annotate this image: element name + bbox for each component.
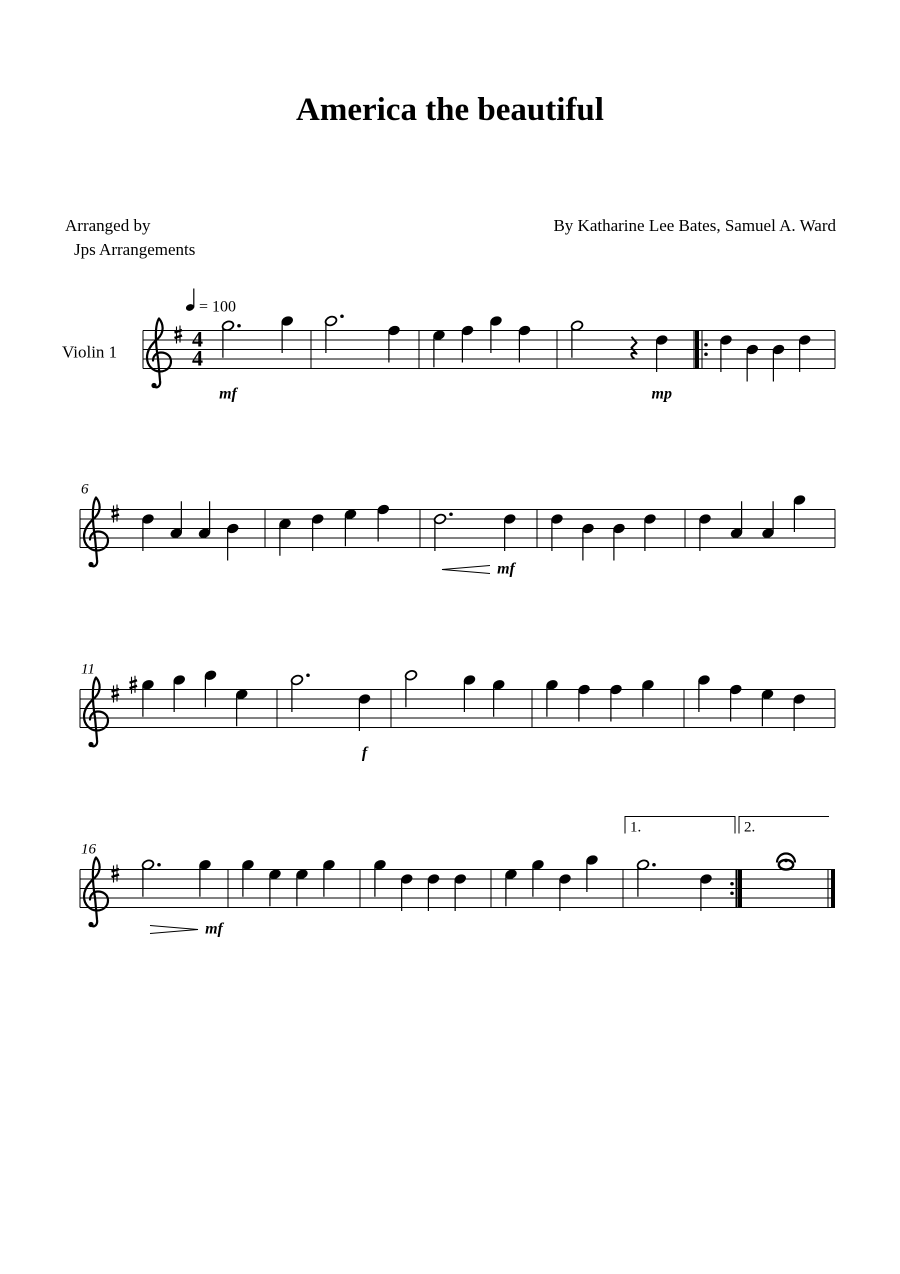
repeat-start-barline bbox=[695, 331, 699, 369]
treble-clef-icon bbox=[84, 678, 108, 748]
decrescendo-hairpin bbox=[150, 926, 198, 934]
measure-number: 16 bbox=[81, 841, 96, 858]
dynamic-marking: mf bbox=[205, 920, 223, 938]
measure-number: 11 bbox=[81, 661, 95, 678]
composer-credit: By Katharine Lee Bates, Samuel A. Ward bbox=[553, 216, 836, 235]
volta-bracket bbox=[625, 817, 735, 834]
repeat-dot bbox=[704, 352, 708, 356]
key-signature-sharp-icon bbox=[112, 509, 120, 517]
arranger-name: Jps Arrangements bbox=[74, 240, 196, 259]
dynamic-marking: mf bbox=[497, 560, 515, 578]
repeat-end-barline bbox=[738, 870, 742, 908]
tempo-marking: = 100 bbox=[199, 298, 237, 316]
augmentation-dot bbox=[340, 314, 344, 318]
repeat-dot bbox=[730, 891, 734, 895]
volta-label: 2. bbox=[744, 819, 756, 836]
final-barline bbox=[831, 870, 835, 908]
augmentation-dot bbox=[449, 512, 453, 516]
volta-label: 1. bbox=[630, 819, 642, 836]
key-signature-sharp-icon bbox=[177, 326, 181, 344]
treble-clef-icon bbox=[84, 858, 108, 928]
augmentation-dot bbox=[306, 673, 310, 677]
fermata-icon bbox=[784, 859, 788, 863]
accidental-sharp-icon bbox=[132, 676, 136, 694]
arranger-label: Arranged by bbox=[65, 216, 151, 235]
time-signature-top: 4 bbox=[192, 326, 203, 352]
augmentation-dot bbox=[652, 863, 656, 867]
time-signature-bottom: 4 bbox=[192, 345, 203, 371]
dynamic-marking: f bbox=[361, 744, 368, 762]
key-signature-sharp-icon bbox=[175, 330, 183, 338]
instrument-name: Violin 1 bbox=[62, 342, 118, 362]
augmentation-dot bbox=[237, 324, 241, 328]
measure-number: 6 bbox=[81, 481, 89, 498]
key-signature-sharp-icon bbox=[114, 865, 118, 883]
key-signature-sharp-icon bbox=[112, 689, 120, 697]
accidental-sharp-icon bbox=[130, 680, 138, 688]
key-signature-sharp-icon bbox=[114, 685, 118, 703]
crescendo-hairpin bbox=[442, 566, 490, 574]
augmentation-dot bbox=[157, 863, 161, 867]
repeat-dot bbox=[704, 343, 708, 347]
key-signature-sharp-icon bbox=[114, 505, 118, 523]
key-signature-sharp-icon bbox=[112, 869, 120, 877]
treble-clef-icon bbox=[84, 498, 108, 568]
treble-clef-icon bbox=[147, 319, 171, 389]
repeat-dot bbox=[730, 882, 734, 886]
score-title: America the beautiful bbox=[296, 92, 604, 128]
dynamic-marking: mf bbox=[219, 385, 237, 403]
dynamic-marking: mp bbox=[651, 385, 672, 403]
